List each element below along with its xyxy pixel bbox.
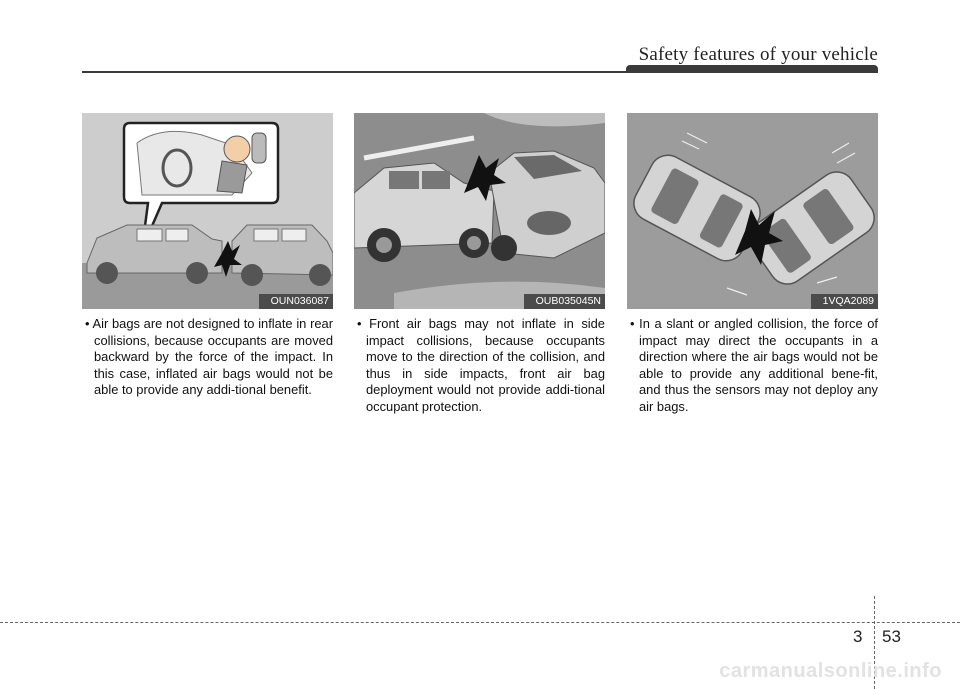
footer-rule: [0, 622, 960, 623]
figure-side-impact: [354, 113, 605, 309]
text-column-2: [354, 316, 605, 416]
page-number: 53: [882, 627, 901, 646]
rear-collision-illustration: [82, 113, 333, 309]
text-column-3: [627, 316, 878, 416]
figure-code-label: 1VQA2089: [811, 294, 878, 309]
header-rule: [82, 71, 878, 73]
figure-rear-collision: [82, 113, 333, 309]
bullet-paragraph: • Air bags are not designed to inflate in rear collisions, because occupants are moved backward by the force of the impact. In this case, inflated air bags would not be able to provide any addi-tional benefit.: [85, 316, 333, 398]
text-column-1: [82, 316, 333, 399]
side-impact-illustration: [354, 113, 605, 309]
section-number: 3: [853, 627, 863, 646]
watermark: carmanualsonline.info: [719, 660, 942, 682]
figure-angled-collision: [627, 113, 878, 309]
bullet-paragraph: • Front air bags may not inflate in side impact collisions, because occupants move to the direction of the collision, and thus in side impacts, front air bag deployment would not provide addi-tional occupant protection.: [357, 316, 605, 414]
angled-collision-illustration: [627, 113, 878, 309]
figure-code-label: OUN036087: [259, 294, 333, 309]
paragraph-text: In a slant or angled collision, the force of impact may direct the occupants in a direction where the air bags would not be able to provide any additional bene-fit, and thus the sensors may not deploy any air bags.: [639, 316, 878, 414]
paragraph-text: Front air bags may not inflate in side impact collisions, because occupants move to the direction of the collision, and thus in side impacts, front air bag deployment would not provide addi-tional occupant protection.: [366, 316, 605, 414]
page-header-title: Safety features of your vehicle: [638, 44, 878, 65]
paragraph-text: Air bags are not designed to inflate in rear collisions, because occupants are moved backward by the force of the impact. In this case, inflated air bags would not be able to provide any addi-tional benefit.: [92, 316, 333, 398]
bullet-paragraph: • In a slant or angled collision, the force of impact may direct the occupants in a direction where the air bags would not be able to provide any additional bene-fit, and thus the sensors may not deploy any air bags.: [630, 316, 878, 414]
figure-code-label: OUB035045N: [524, 294, 605, 309]
